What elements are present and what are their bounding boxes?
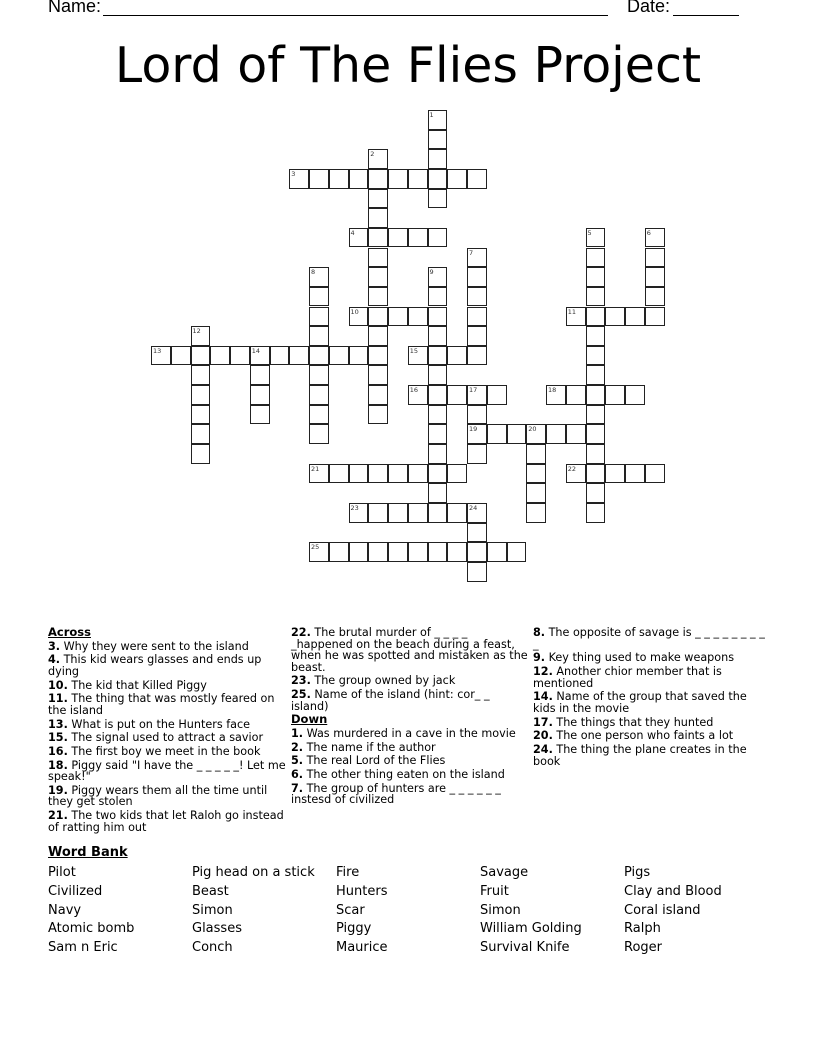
clue-item: 8. The opposite of savage is _ _ _ _ _ _ _ _ _ xyxy=(533,626,765,651)
grid-cell[interactable] xyxy=(447,385,467,405)
across-heading: Across xyxy=(48,625,91,639)
clue-number: 3 xyxy=(291,169,296,178)
word-bank-item: Civilized xyxy=(48,883,103,899)
grid-cell[interactable] xyxy=(349,464,369,484)
grid-cell[interactable] xyxy=(586,248,606,268)
clue-column-3 xyxy=(533,627,771,769)
word-bank-item: Simon xyxy=(192,902,233,918)
grid-cell[interactable] xyxy=(645,228,665,248)
clue-item-number: 17. xyxy=(533,715,553,729)
grid-cell[interactable] xyxy=(586,464,606,484)
grid-cell[interactable] xyxy=(428,483,448,503)
grid-cell[interactable] xyxy=(645,464,665,484)
grid-cell[interactable] xyxy=(428,228,448,248)
grid-cell[interactable] xyxy=(309,307,329,327)
grid-cell[interactable] xyxy=(349,307,369,327)
grid-cell[interactable] xyxy=(388,464,408,484)
clue-number: 16 xyxy=(409,386,419,395)
grid-cell[interactable] xyxy=(605,307,625,327)
clue-item: 5. The real Lord of the Flies xyxy=(291,754,446,768)
clue-number: 2 xyxy=(370,150,375,159)
clue-item-number: 2. xyxy=(291,740,304,754)
word-bank-item: Simon xyxy=(480,902,521,918)
grid-cell[interactable] xyxy=(586,444,606,464)
grid-cell[interactable] xyxy=(467,346,487,366)
grid-cell[interactable] xyxy=(586,424,606,444)
grid-cell[interactable] xyxy=(467,326,487,346)
grid-cell[interactable] xyxy=(368,149,388,169)
grid-cell[interactable] xyxy=(645,287,665,307)
clue-number: 7 xyxy=(469,248,474,257)
grid-cell[interactable] xyxy=(428,267,448,287)
grid-cell[interactable] xyxy=(428,503,448,523)
clue-item-number: 20. xyxy=(533,729,553,743)
clue-item: 7. The group of hunters are _ _ _ _ _ _ instesd of civilized xyxy=(291,781,501,807)
word-bank-item: Piggy xyxy=(336,921,372,937)
clue-item: 12. Another chior member that is mentioned xyxy=(533,664,722,690)
clue-item-number: 23. xyxy=(291,674,311,688)
grid-cell[interactable] xyxy=(191,424,211,444)
grid-cell[interactable] xyxy=(625,385,645,405)
clue-item: 14. Name of the group that saved the kids in the movie xyxy=(533,690,747,715)
grid-cell[interactable] xyxy=(428,542,448,562)
clue-number: 10 xyxy=(350,307,359,316)
grid-cell[interactable] xyxy=(625,464,645,484)
grid-cell[interactable] xyxy=(368,189,388,209)
word-bank-item: Pig head on a stick xyxy=(192,865,315,880)
grid-cell[interactable] xyxy=(586,483,606,503)
grid-cell[interactable] xyxy=(428,307,448,327)
clue-item-number: 4. xyxy=(48,653,61,667)
grid-cell[interactable] xyxy=(566,464,586,484)
grid-cell[interactable] xyxy=(447,346,467,366)
grid-cell[interactable] xyxy=(408,346,428,366)
grid-cell[interactable] xyxy=(467,444,487,464)
clue-item: 21. The two kids that let Raloh go instead of ratting him out xyxy=(48,809,284,834)
clue-item-number: 7. xyxy=(291,781,304,795)
grid-cell[interactable] xyxy=(329,346,349,366)
clue-item: 9. Key thing used to make weapons xyxy=(533,651,735,665)
clue-item-number: 24. xyxy=(533,742,553,756)
clue-item: 10. The kid that Killed Piggy xyxy=(48,678,207,692)
clue-number: 12 xyxy=(192,327,201,336)
grid-cell[interactable] xyxy=(428,424,448,444)
word-bank-item: Savage xyxy=(480,865,529,880)
word-bank-heading: Word Bank xyxy=(48,845,128,860)
clue-item-number: 16. xyxy=(48,744,68,758)
clue-number: 22 xyxy=(567,464,577,473)
grid-cell[interactable] xyxy=(309,267,329,287)
grid-cell[interactable] xyxy=(428,326,448,346)
clue-item: 18. Piggy said "I have the _ _ _ _ _! Let me speak!" xyxy=(48,758,286,784)
grid-cell[interactable] xyxy=(191,444,211,464)
grid-cell[interactable] xyxy=(368,169,388,189)
word-bank-item: Hunters xyxy=(336,883,388,899)
grid-cell[interactable] xyxy=(408,464,428,484)
grid-cell[interactable] xyxy=(250,385,270,405)
grid-cell[interactable] xyxy=(428,169,448,189)
word-bank-item: William Golding xyxy=(480,921,582,937)
grid-cell[interactable] xyxy=(428,149,448,169)
grid-cell[interactable] xyxy=(467,562,487,582)
grid-cell[interactable] xyxy=(210,346,230,366)
word-bank-item: Glasses xyxy=(192,921,242,937)
grid-cell[interactable] xyxy=(428,110,448,130)
grid-cell[interactable] xyxy=(526,424,546,444)
grid-cell[interactable] xyxy=(171,346,191,366)
word-bank-item: Pilot xyxy=(48,865,76,880)
word-bank-item: Scar xyxy=(336,902,365,918)
grid-cell[interactable] xyxy=(270,346,290,366)
grid-cell[interactable] xyxy=(586,365,606,385)
grid-cell[interactable] xyxy=(408,542,428,562)
grid-cell[interactable] xyxy=(250,405,270,425)
grid-cell[interactable] xyxy=(309,287,329,307)
grid-cell[interactable] xyxy=(467,307,487,327)
word-bank-item: Fruit xyxy=(480,883,509,899)
name-label: Name: xyxy=(48,0,102,16)
grid-cell[interactable] xyxy=(289,346,309,366)
grid-cell[interactable] xyxy=(586,326,606,346)
clue-item-number: 11. xyxy=(48,692,68,706)
clue-item-number: 8. xyxy=(533,626,546,639)
clue-number: 14 xyxy=(251,346,261,355)
grid-cell[interactable] xyxy=(368,287,388,307)
grid-cell[interactable] xyxy=(546,385,566,405)
grid-cell[interactable] xyxy=(487,385,507,405)
grid-cell[interactable] xyxy=(329,169,349,189)
grid-cell[interactable] xyxy=(526,444,546,464)
word-bank-item: Navy xyxy=(48,902,82,918)
grid-cell[interactable] xyxy=(645,267,665,287)
clue-item: 23. The group owned by jack xyxy=(291,674,456,688)
grid-cell[interactable] xyxy=(526,483,546,503)
grid-cell[interactable] xyxy=(349,228,369,248)
grid-cell[interactable] xyxy=(467,385,487,405)
word-bank-item: Maurice xyxy=(336,940,388,956)
grid-cell[interactable] xyxy=(645,248,665,268)
clue-number: 23 xyxy=(350,504,359,512)
clue-item-number: 13. xyxy=(48,717,68,731)
grid-cell[interactable] xyxy=(368,464,388,484)
grid-cell[interactable] xyxy=(309,365,329,385)
grid-cell[interactable] xyxy=(507,542,527,562)
clue-item-number: 22. xyxy=(291,626,311,639)
word-bank-column xyxy=(48,864,192,958)
grid-cell[interactable] xyxy=(388,503,408,523)
grid-cell[interactable] xyxy=(368,307,388,327)
grid-cell[interactable] xyxy=(546,424,566,444)
grid-cell[interactable] xyxy=(388,228,408,248)
word-bank-item: Pigs xyxy=(624,865,651,880)
grid-cell[interactable] xyxy=(586,346,606,366)
grid-cell[interactable] xyxy=(368,326,388,346)
clue-item-number: 21. xyxy=(48,809,68,823)
grid-cell[interactable] xyxy=(250,346,270,366)
grid-cell[interactable] xyxy=(230,346,250,366)
grid-cell[interactable] xyxy=(368,346,388,366)
clue-item: 3. Why they were sent to the island xyxy=(48,639,249,653)
grid-cell[interactable] xyxy=(645,307,665,327)
grid-cell[interactable] xyxy=(388,307,408,327)
clue-number: 24 xyxy=(469,504,478,512)
clue-item: 20. The one person who faints a lot xyxy=(533,729,734,743)
clue-number: 21 xyxy=(311,464,320,473)
grid-cell[interactable] xyxy=(408,307,428,327)
grid-cell[interactable] xyxy=(408,169,428,189)
grid-cell[interactable] xyxy=(250,365,270,385)
word-bank-item: Sam n Eric xyxy=(48,940,118,956)
clue-column-1 xyxy=(48,627,286,835)
clue-number: 20 xyxy=(528,425,537,434)
clue-number: 18 xyxy=(548,386,557,395)
grid-cell[interactable] xyxy=(368,542,388,562)
clue-item-number: 10. xyxy=(48,678,68,692)
grid-cell[interactable] xyxy=(368,208,388,228)
clue-item-number: 18. xyxy=(48,758,68,772)
word-bank-item: Roger xyxy=(624,940,662,956)
grid-cell[interactable] xyxy=(408,503,428,523)
grid-cell[interactable] xyxy=(368,228,388,248)
grid-cell[interactable] xyxy=(191,385,211,405)
word-bank-item: Conch xyxy=(192,940,233,956)
clue-number: 9 xyxy=(429,268,434,277)
clue-number: 4 xyxy=(350,228,355,237)
grid-cell[interactable] xyxy=(447,542,467,562)
grid-cell[interactable] xyxy=(586,267,606,287)
clue-number: 15 xyxy=(409,346,419,355)
grid-cell[interactable] xyxy=(309,326,329,346)
clue-item-number: 12. xyxy=(533,664,553,678)
grid-cell[interactable] xyxy=(526,464,546,484)
word-bank-column xyxy=(336,864,480,958)
grid-cell[interactable] xyxy=(467,523,487,543)
word-bank-item: Survival Knife xyxy=(480,940,570,956)
grid-cell[interactable] xyxy=(447,503,467,523)
word-bank-column xyxy=(192,864,336,958)
clue-number: 25 xyxy=(311,543,320,552)
word-bank-item: Atomic bomb xyxy=(48,921,135,937)
clue-item: 17. The things that they hunted xyxy=(533,715,714,729)
clue-item-number: 15. xyxy=(48,731,68,745)
grid-cell[interactable] xyxy=(566,307,586,327)
grid-cell[interactable] xyxy=(487,542,507,562)
grid-cell[interactable] xyxy=(625,307,645,327)
clue-item-number: 25. xyxy=(291,688,311,702)
grid-cell[interactable] xyxy=(309,169,329,189)
date-label: Date: xyxy=(627,0,671,16)
clue-number: 17 xyxy=(469,386,478,395)
grid-cell[interactable] xyxy=(586,385,606,405)
grid-cell[interactable] xyxy=(368,405,388,425)
down-heading: Down xyxy=(291,712,328,727)
grid-cell[interactable] xyxy=(309,405,329,425)
grid-cell[interactable] xyxy=(507,424,527,444)
grid-cell[interactable] xyxy=(586,503,606,523)
clue-number: 1 xyxy=(429,111,434,119)
grid-cell[interactable] xyxy=(191,365,211,385)
grid-cell[interactable] xyxy=(368,248,388,268)
clue-item: 24. The thing the plane creates in the book xyxy=(533,742,747,768)
word-bank-column xyxy=(624,864,768,958)
clue-item-number: 19. xyxy=(48,783,68,797)
grid-cell[interactable] xyxy=(368,365,388,385)
grid-cell[interactable] xyxy=(428,405,448,425)
grid-cell[interactable] xyxy=(586,228,606,248)
grid-cell[interactable] xyxy=(467,503,487,523)
grid-cell[interactable] xyxy=(191,346,211,366)
grid-cell[interactable] xyxy=(349,542,369,562)
grid-cell[interactable] xyxy=(428,365,448,385)
grid-cell[interactable] xyxy=(605,464,625,484)
grid-cell[interactable] xyxy=(566,385,586,405)
word-bank-item: Clay and Blood xyxy=(624,883,722,899)
grid-cell[interactable] xyxy=(309,346,329,366)
grid-cell[interactable] xyxy=(428,385,448,405)
grid-cell[interactable] xyxy=(487,424,507,444)
word-bank-column xyxy=(480,864,624,958)
grid-cell[interactable] xyxy=(428,287,448,307)
clue-number: 11 xyxy=(567,307,577,316)
grid-cell[interactable] xyxy=(368,385,388,405)
grid-cell[interactable] xyxy=(388,542,408,562)
grid-cell[interactable] xyxy=(408,228,428,248)
grid-cell[interactable] xyxy=(329,464,349,484)
grid-cell[interactable] xyxy=(428,189,448,209)
grid-cell[interactable] xyxy=(289,169,309,189)
clue-item: 16. The first boy we meet in the book xyxy=(48,744,261,758)
word-bank-item: Coral island xyxy=(624,902,701,918)
grid-cell[interactable] xyxy=(428,444,448,464)
grid-cell[interactable] xyxy=(526,503,546,523)
clue-number: 6 xyxy=(646,228,651,237)
grid-cell[interactable] xyxy=(388,169,408,189)
clue-item: 25. Name of the island (hint: cor_ _ island) xyxy=(291,688,490,713)
clue-item-number: 6. xyxy=(291,768,304,782)
clue-item-number: 3. xyxy=(48,639,61,653)
clue-number: 5 xyxy=(587,228,592,237)
grid-cell[interactable] xyxy=(349,503,369,523)
grid-cell[interactable] xyxy=(467,424,487,444)
clue-number: 8 xyxy=(311,268,316,277)
grid-cell[interactable] xyxy=(349,346,369,366)
grid-cell[interactable] xyxy=(447,464,467,484)
grid-cell[interactable] xyxy=(467,169,487,189)
clue-number: 13 xyxy=(153,346,162,355)
grid-cell[interactable] xyxy=(428,464,448,484)
clue-item-number: 5. xyxy=(291,754,304,768)
grid-cell[interactable] xyxy=(329,542,349,562)
clue-item: 13. What is put on the Hunters face xyxy=(48,717,251,731)
grid-cell[interactable] xyxy=(428,346,448,366)
grid-cell[interactable] xyxy=(586,287,606,307)
clue-number: 19 xyxy=(469,425,478,434)
clue-item: 4. This kid wears glasses and ends up dying xyxy=(48,653,262,678)
clue-item: 2. The name if the author xyxy=(291,740,436,754)
grid-cell[interactable] xyxy=(447,169,467,189)
grid-cell[interactable] xyxy=(309,464,329,484)
grid-cell[interactable] xyxy=(309,424,329,444)
page-title: Lord of The Flies Project xyxy=(114,37,702,94)
grid-cell[interactable] xyxy=(191,405,211,425)
clue-item-number: 9. xyxy=(533,651,546,665)
word-bank xyxy=(48,845,768,956)
grid-cell[interactable] xyxy=(408,385,428,405)
word-bank-item: Beast xyxy=(192,883,229,899)
grid-cell[interactable] xyxy=(467,287,487,307)
clue-column-2 xyxy=(291,627,529,808)
grid-cell[interactable] xyxy=(467,248,487,268)
grid-cell[interactable] xyxy=(605,385,625,405)
clue-item: 19. Piggy wears them all the time until they get stolen xyxy=(48,783,268,809)
grid-cell[interactable] xyxy=(368,267,388,287)
grid-cell[interactable] xyxy=(368,503,388,523)
clue-item-number: 14. xyxy=(533,690,553,704)
grid-cell[interactable] xyxy=(191,326,211,346)
clue-item: 15. The signal used to attract a savior xyxy=(48,731,264,745)
clue-item: 11. The thing that was mostly feared on the island xyxy=(48,692,275,717)
grid-cell[interactable] xyxy=(309,385,329,405)
grid-cell[interactable] xyxy=(428,130,448,150)
clue-item: 6. The other thing eaten on the island xyxy=(291,768,505,782)
grid-cell[interactable] xyxy=(467,267,487,287)
grid-cell[interactable] xyxy=(309,542,329,562)
word-bank-item: Ralph xyxy=(624,921,661,937)
grid-cell[interactable] xyxy=(467,542,487,562)
clue-item: 1. Was murdered in a cave in the movie xyxy=(291,727,516,741)
word-bank-item: Fire xyxy=(336,865,360,880)
grid-cell[interactable] xyxy=(467,405,487,425)
clue-item: 22. The brutal murder of _ _ _ _ _happened on the beach during a feast, when he was spotted and mistaken as the beast. xyxy=(291,626,528,674)
grid-cell[interactable] xyxy=(151,346,171,366)
grid-cell[interactable] xyxy=(566,424,586,444)
grid-cell[interactable] xyxy=(586,307,606,327)
grid-cell[interactable] xyxy=(349,169,369,189)
clue-item-number: 1. xyxy=(291,727,304,741)
grid-cell[interactable] xyxy=(586,405,606,425)
